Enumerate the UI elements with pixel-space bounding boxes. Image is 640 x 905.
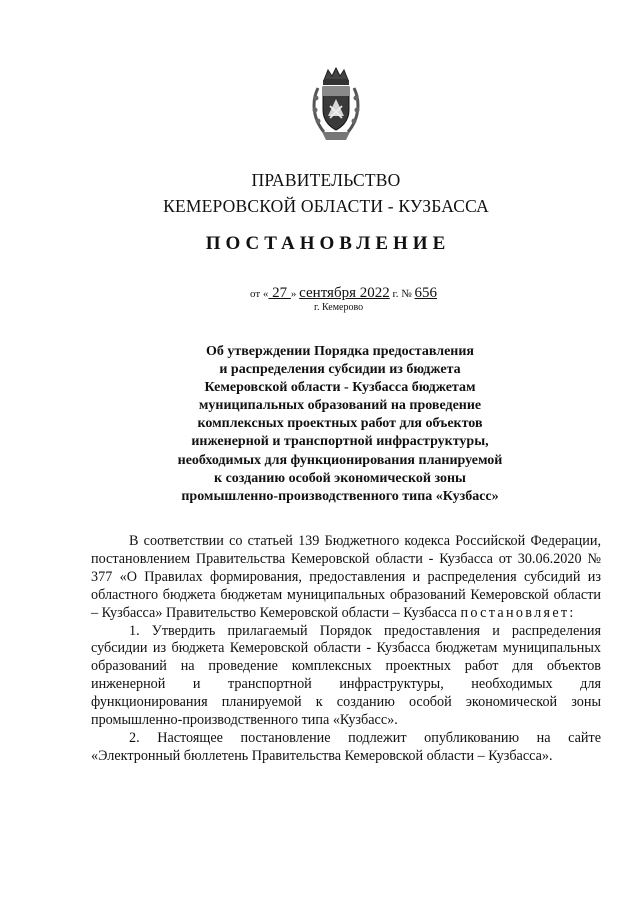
title-line: инженерной и транспортной инфраструктуры, (191, 434, 489, 450)
title-line: и распределения субсидии из бюджета (219, 362, 461, 378)
title-line: к созданию особой экономической зоны (214, 470, 466, 486)
date-year-suffix: г. № (389, 288, 415, 300)
body-paragraph-item-1: 1. Утвердить прилагаемый Порядок предоставления и распределения субсидии из бюджета Кемеровской области - Кузбасса бюджетам муниципальных образований на проведение комплексных проектных работ для объектов инженерной и транспортной инфраструктуры, необходимых для функционирования планируемой к созданию особой экономической зоны промышленно-производственного типа «Кузбасс». (91, 622, 601, 729)
title-line: необходимых для функционирования планируемой (177, 452, 503, 468)
title-line: Кемеровской области - Кузбасса бюджетам (204, 380, 476, 396)
date-day: 27 (268, 285, 291, 301)
preamble-text: В соответствии со статьей 139 Бюджетного кодекса Российской Федерации, постановлением Правительства Кемеровской области - Кузбасса от 30.06.2020 № 377 «О Правилах формирования, предоставления и распределения субсидий из областного бюджета бюджетам муниципальных образований Кемеровской области – Кузбасса» Правительство Кемеровской области – Кузбасса (91, 533, 601, 621)
title-line: муниципальных образований на проведение (198, 398, 482, 414)
document-date-line (250, 285, 437, 302)
title-line: комплексных проектных работ для объектов (197, 416, 483, 432)
body-paragraph-preamble (91, 533, 601, 623)
document-number: 656 (414, 285, 438, 301)
date-month-year: сентября 2022 (299, 285, 390, 301)
government-name-line2: КЕМЕРОВСКОЙ ОБЛАСТИ - КУЗБАССА (163, 196, 489, 216)
document-title (150, 343, 530, 506)
resolves-word: постановляет: (460, 604, 576, 621)
government-name-line1: ПРАВИТЕЛЬСТВО (251, 170, 401, 190)
title-line: промышленно-производственного типа «Кузбасс» (181, 488, 499, 504)
document-place: г. Кемерово (314, 302, 364, 313)
coat-of-arms-icon (310, 66, 362, 144)
date-sep: » (290, 288, 300, 300)
document-body (91, 533, 601, 766)
date-prefix: от « (250, 288, 269, 300)
title-line: Об утверждении Порядка предоставления (205, 344, 475, 359)
document-type-heading: ПОСТАНОВЛЕНИЕ (205, 233, 451, 254)
body-paragraph-item-2: 2. Настоящее постановление подлежит опубликованию на сайте «Электронный бюллетень Правительства Кемеровской области – Кузбасса». (91, 729, 601, 764)
